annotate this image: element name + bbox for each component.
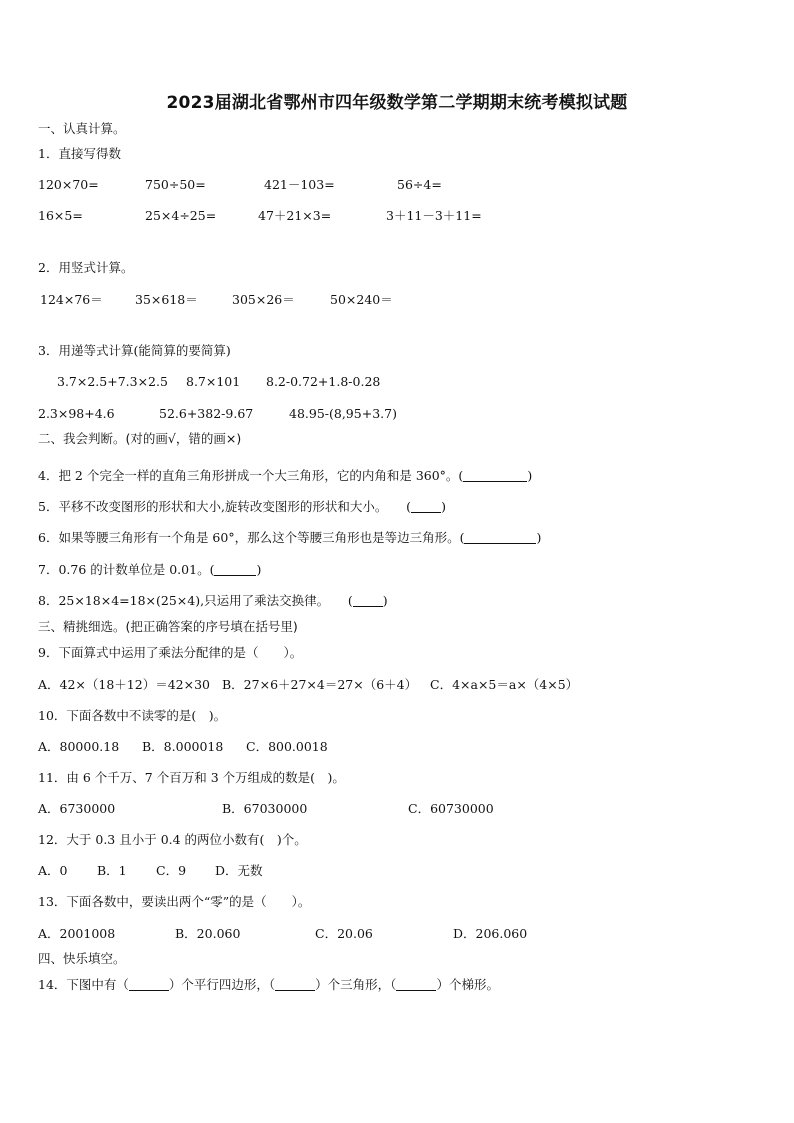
page-title: 2023届湖北省鄂州市四年级数学第二学期期末统考模拟试题 [166, 93, 628, 113]
q14-text: ）个梯形。 [436, 977, 499, 992]
q1-item: 56÷4= [397, 177, 442, 192]
close-paren: ) [256, 562, 262, 577]
judge-question-5 [38, 499, 446, 515]
q14 [38, 977, 499, 993]
q3-item: 3.7×2.5+7.3×2.5 [57, 374, 168, 389]
q14-text: 14．下图中有（ [38, 977, 129, 992]
option-d[interactable]: D．无数 [215, 863, 263, 878]
judge-question-6 [38, 530, 541, 546]
judge-question-8 [38, 593, 388, 609]
option-c[interactable]: C．9 [156, 863, 187, 878]
q2-item: 124×76＝ [40, 292, 103, 307]
q3-item: 8.7×101 [186, 374, 241, 389]
option-b[interactable]: B．8.000018 [142, 739, 224, 754]
close-paren: ) [441, 499, 446, 514]
q11-stem: 11．由 6 个千万、7 个百万和 3 个万组成的数是( )。 [38, 770, 345, 785]
q9-stem: 9．下面算式中运用了乘法分配律的是（ ）。 [38, 645, 303, 660]
q1-item: 16×5= [38, 208, 83, 223]
q3-item: 8.2-0.72+1.8-0.28 [266, 374, 381, 389]
option-c[interactable]: C．20.06 [315, 926, 373, 941]
judge-question-text: 6．如果等腰三角形有一个角是 60°，那么这个等腰三角形也是等边三角形。( [38, 530, 465, 545]
q3-item: 52.6+382-9.67 [159, 406, 254, 421]
q1-item: 25×4÷25= [145, 208, 217, 223]
answer-blank[interactable] [129, 978, 169, 991]
answer-blank[interactable] [411, 500, 441, 513]
option-d[interactable]: D．206.060 [453, 926, 528, 941]
option-c[interactable]: C．800.0018 [246, 739, 328, 754]
section-heading-4: 四、快乐填空。 [38, 951, 126, 966]
option-c[interactable]: C．60730000 [408, 801, 494, 816]
option-a[interactable]: A．42×（18＋12）＝42×30 [38, 677, 211, 692]
q12-stem: 12．大于 0.3 且小于 0.4 的两位小数有( )个。 [38, 832, 307, 847]
option-a[interactable]: A．80000.18 [38, 739, 120, 754]
q14-text: ）个平行四边形，（ [168, 977, 276, 992]
q1-item: 47＋21×3= [258, 208, 332, 223]
close-paren: ) [382, 593, 388, 608]
q2-item: 305×26＝ [232, 292, 295, 307]
close-paren: ) [527, 468, 533, 483]
close-paren: ) [536, 530, 542, 545]
option-b[interactable]: B．1 [97, 863, 127, 878]
q2-item: 50×240＝ [330, 292, 393, 307]
answer-blank[interactable] [214, 563, 256, 576]
q2-heading: 2．用竖式计算。 [38, 260, 134, 275]
judge-question-text: 4．把 2 个完全一样的直角三角形拼成一个大三角形，它的内角和是 360°。( [38, 468, 464, 483]
judge-question-4 [38, 468, 532, 484]
option-b[interactable]: B．20.060 [175, 926, 241, 941]
answer-blank[interactable] [396, 978, 436, 991]
option-b[interactable]: B．27×6＋27×4＝27×（6＋4） [222, 677, 418, 692]
answer-blank[interactable] [464, 531, 536, 544]
section-heading-3: 三、精挑细选。(把正确答案的序号填在括号里) [38, 619, 298, 634]
q1-item: 3＋11－3＋11= [386, 208, 482, 223]
q10-stem: 10．下面各数中不读零的是( )。 [38, 708, 227, 723]
judge-question-text: 7．0.76 的计数单位是 0.01。( [38, 562, 215, 577]
option-a[interactable]: A．0 [38, 863, 68, 878]
q3-item: 48.95-(8,95+3.7) [289, 406, 397, 421]
section-heading-2: 二、我会判断。(对的画√，错的画×) [38, 431, 242, 446]
option-c[interactable]: C．4×a×5＝a×（4×5） [430, 677, 579, 692]
section-heading-1: 一、认真计算。 [38, 121, 126, 136]
q1-heading: 1．直接写得数 [38, 146, 121, 161]
option-a[interactable]: A．2001008 [38, 926, 116, 941]
q1-item: 421－103= [264, 177, 335, 192]
option-a[interactable]: A．6730000 [38, 801, 116, 816]
answer-blank[interactable] [275, 978, 315, 991]
option-b[interactable]: B．67030000 [222, 801, 308, 816]
judge-question-text: 8．25×18×4=18×(25×4),只运用了乘法交换律。 ( [38, 593, 353, 608]
judge-question-text: 5．平移不改变图形的形状和大小,旋转改变图形的形状和大小。 ( [38, 499, 412, 514]
judge-question-7 [38, 562, 261, 578]
answer-blank[interactable] [463, 469, 527, 482]
q2-item: 35×618＝ [135, 292, 198, 307]
answer-blank[interactable] [353, 594, 383, 607]
q1-item: 750÷50= [145, 177, 206, 192]
q13-stem: 13．下面各数中，要读出两个“零”的是（ ）。 [38, 894, 311, 909]
q3-item: 2.3×98+4.6 [38, 406, 115, 421]
q1-item: 120×70= [38, 177, 99, 192]
q3-heading: 3．用递等式计算(能简算的要简算) [38, 343, 231, 358]
q14-text: ）个三角形，（ [315, 977, 397, 992]
